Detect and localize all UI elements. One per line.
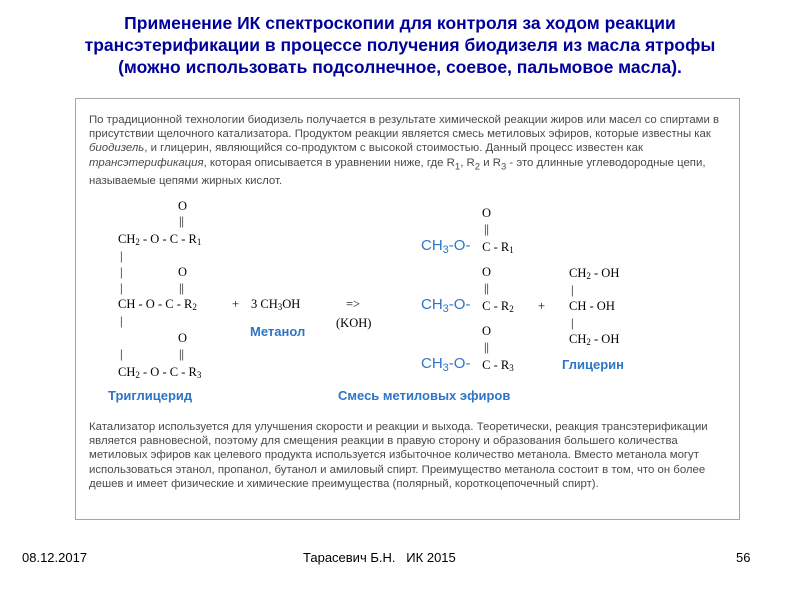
catalyst-label: (KOH) [336, 316, 372, 330]
intro-sep-2: и R [480, 156, 501, 169]
single-bond-3: | [120, 281, 123, 295]
oxygen-4: O [482, 206, 492, 220]
intro-sub-3: 3 [500, 160, 507, 172]
intro-sub-1: 1 [454, 160, 461, 172]
intro-text-1: По традиционной технологии биодизель получается в результате химической реакции жиров или масел со спиртами в присутствии щелочного катализатора. Продуктом реакции является смесь метиловых эфиров, которые известны как [89, 114, 720, 141]
glycerol-row-2: CH - OH [569, 299, 615, 313]
footer-page-number: 56 [736, 550, 751, 565]
footer-date: 08.12.2017 [22, 550, 88, 565]
single-bond-1: | [120, 249, 123, 263]
single-bond-7: | [571, 316, 574, 330]
intro-sep-1: , R [460, 156, 475, 169]
plus-sign-1: + [232, 297, 240, 311]
single-bond-4: | [120, 314, 123, 328]
oxygen-3: O [178, 331, 188, 345]
intro-text-2: , и глицерин, являющийся со-продуктом с высокой стоимостью. Данный процесс известен как [144, 142, 643, 155]
oxygen-1: O [178, 199, 188, 213]
slide-title [20, 12, 780, 78]
oxygen-2: O [178, 265, 188, 279]
triglyceride-row-1: $CH_2$ - O - C - $R_1$ [118, 232, 202, 247]
double-bond-6: || [484, 340, 490, 354]
double-bond-1: || [179, 214, 185, 228]
single-bond-6: | [571, 283, 574, 297]
oxygen-5: O [482, 265, 492, 279]
double-bond-4: || [484, 222, 490, 236]
acid-group-3: C - $R_3$ [479, 358, 514, 373]
reaction-arrow: => [346, 297, 361, 311]
glycerol-row-1: $CH_2$ - OH [569, 266, 620, 281]
double-bond-3: || [179, 347, 185, 361]
methyl-ester-3: $CH_3-O-$ [421, 355, 471, 374]
single-bond-2: | [120, 265, 123, 279]
triglyceride-row-2: CH - O - C - $R_2$ [118, 297, 197, 312]
term-biodiesel: биодизель [89, 142, 145, 155]
double-bond-2: || [179, 281, 185, 295]
methyl-ester-2: $CH_3-O-$ [421, 296, 471, 315]
oxygen-6: O [482, 324, 492, 338]
single-bond-5: | [120, 347, 123, 361]
title-line-1: Применение ИК спектроскопии для контроля за ходом реакции [124, 13, 676, 33]
plus-sign-2: + [538, 299, 546, 313]
footer-author: Тарасевич Б.Н. ИК 2015 [303, 550, 456, 565]
methyl-ester-1: $CH_3-O-$ [421, 237, 471, 256]
methanol-formula: 3 $CH_3OH$ [251, 297, 301, 312]
label-triglyceride: Триглицерид [108, 388, 193, 403]
double-bond-5: || [484, 281, 490, 295]
label-methanol: Метанол [250, 324, 306, 339]
glycerol-row-3: $CH_2$ - OH [569, 332, 620, 347]
label-methyl-esters: Смесь метиловых эфиров [338, 388, 511, 403]
title-line-3: (можно использовать подсолнечное, соевое, пальмовое масла). [118, 57, 682, 77]
label-glycerol: Глицерин [562, 357, 624, 372]
intro-sub-2: 2 [474, 160, 481, 172]
title-line-2: трансэтерификации в процессе получения биодизеля из масла ятрофы [84, 35, 716, 55]
intro-paragraph [89, 113, 734, 188]
term-transesterification: трансэтерификация [89, 156, 204, 169]
acid-group-1: C - $R_1$ [479, 240, 514, 255]
acid-group-2: C - $R_2$ [479, 299, 514, 314]
conclusion-paragraph: Катализатор используется для улучшения скорости и реакции и выхода. Теоретически, реакция трансэтерификации является равновесной, поэтому для смещения реакции в правую сторону и образования большего количества метиловых эфиров как целевого продукта используется избыточное количество метанола. Вместо метанола могут использоваться этанол, пропанол, бутанол и амиловый спирт. Преимущество метанола состоит в том, что он более дешев и имеет физические и химические преимущества (полярный, короткоцепочечный спирт). [89, 421, 708, 490]
intro-text-3: , которая описывается в уравнении ниже, где R [203, 156, 455, 169]
triglyceride-row-3: $CH_2$ - O - C - $R_3$ [118, 365, 202, 380]
intro-text-4: - это длинные углеводородные цепи, называемые цепями жирных кислот. [89, 156, 706, 188]
